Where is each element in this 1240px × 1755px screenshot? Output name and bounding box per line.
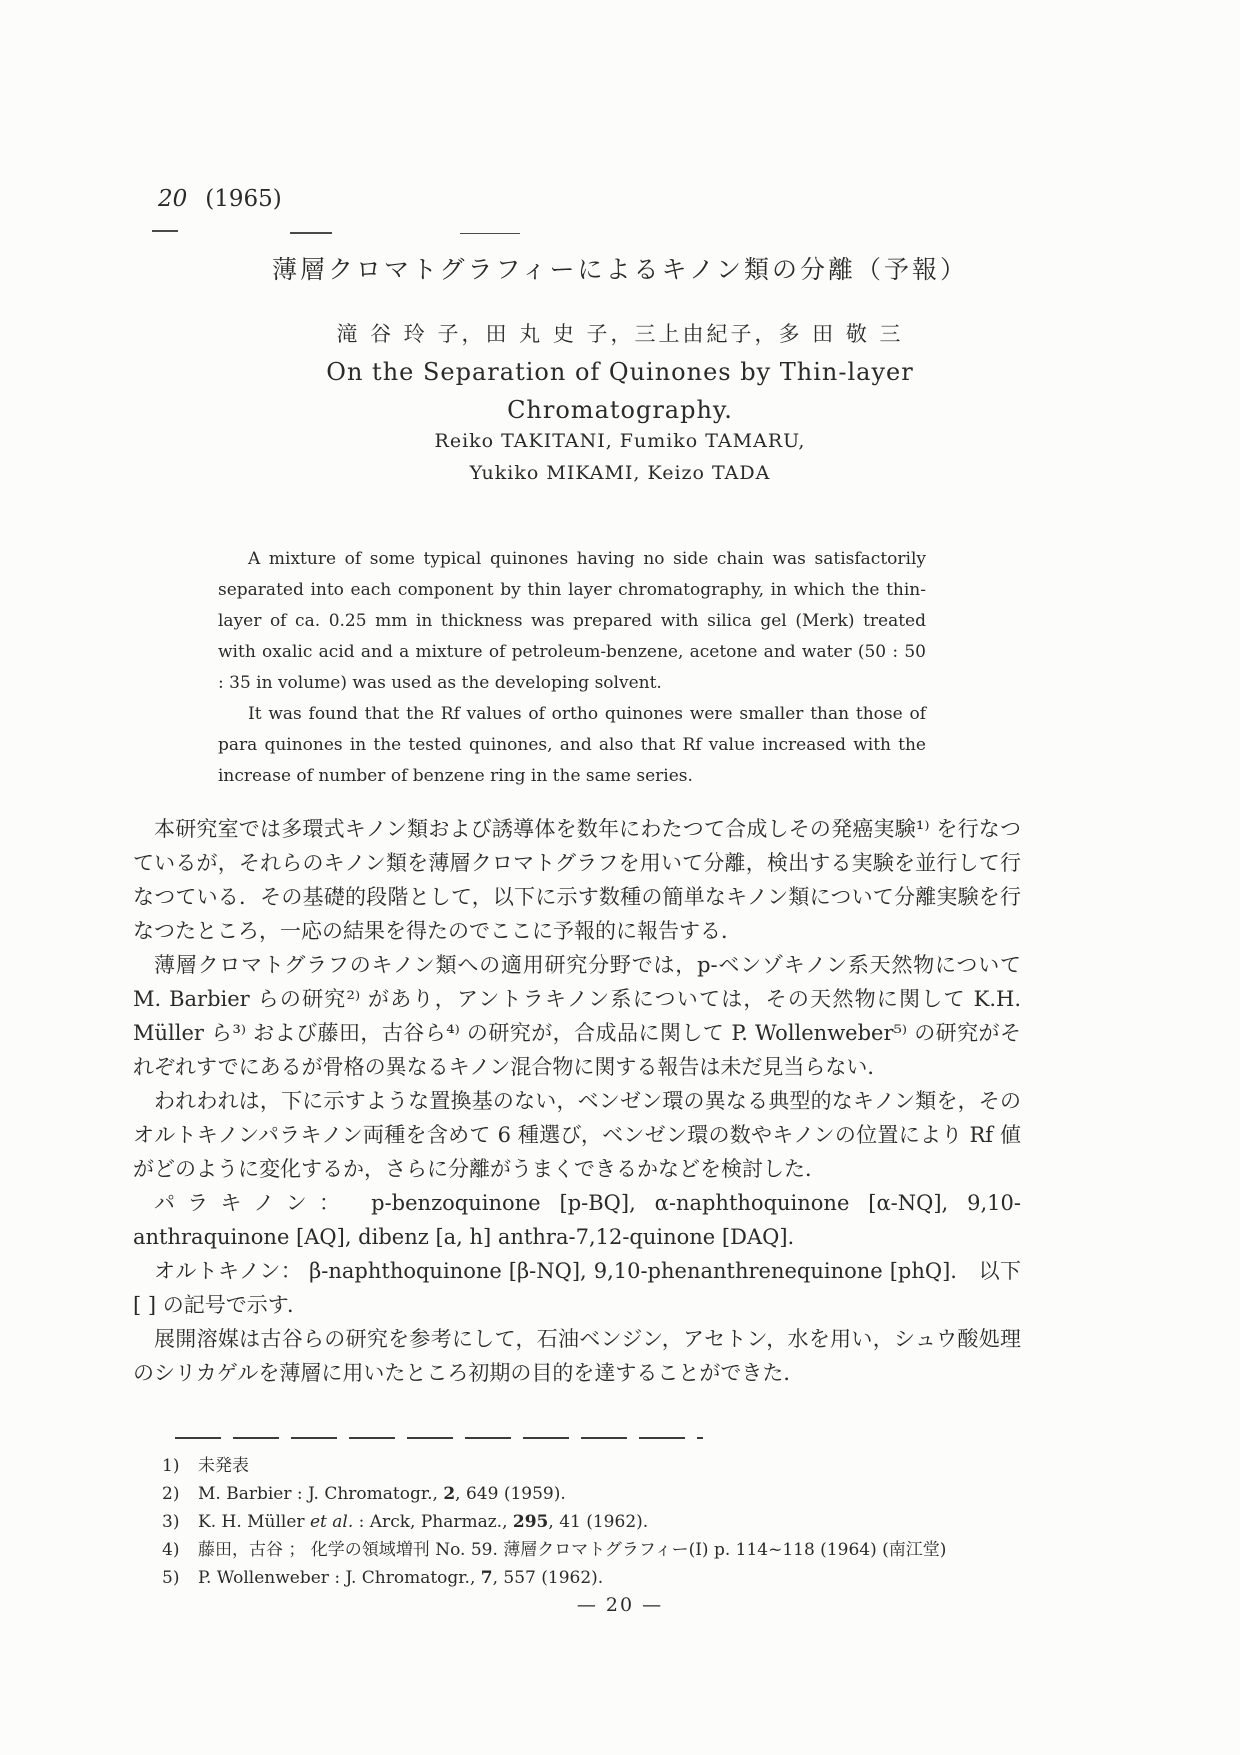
- body-paragraph-1: 本研究室では多環式キノン類および誘導体を数年にわたつて合成しその発癌実験¹⁾ を行なつているが，それらのキノン類を薄層クロマトグラフを用いて分離，検出する実験を並行して行なつている．その基礎的段階として，以下に示す数種の簡単なキノン類について分離実験を行なつたところ，一応の結果を得たのでここに予報的に報告する．: [133, 817, 1021, 943]
- scan-artifact-dash: [290, 232, 332, 234]
- article-title-english-line2: Chromatography.: [507, 396, 733, 424]
- footnote-number: 3): [162, 1512, 180, 1532]
- footnotes: [162, 1452, 1042, 1592]
- article-body: [133, 812, 1021, 1390]
- abstract-paragraph-2: It was found that the Rf values of ortho quinones were smaller than those of para quinones in the tested quinones, and also that Rf value increased with the increase of number of benzene ring in the same series.: [218, 704, 926, 786]
- abstract-paragraph-1: A mixture of some typical quinones having no side chain was satisfactorily separated into each component by thin layer chromatography, in which the thin-layer of ca. 0.25 mm in thickness was prepared with silica gel (Merk) treated with oxalic acid and a mixture of petroleum-benzene, acetone and water (50 : 50 : 35 in volume) was used as the developing solvent.: [218, 549, 926, 693]
- footnote-number: 2): [162, 1484, 180, 1504]
- running-head: [158, 186, 282, 212]
- footnote-text: 藤田，古谷 ； 化学の領域増刊 No. 59. 薄層クロマトグラフィー(I) p. 114~118 (1964) (南江堂): [198, 1540, 947, 1560]
- footnote-text: 未発表: [198, 1456, 249, 1476]
- body-paragraph-2: 薄層クロマトグラフのキノン類への適用研究分野では，p-ベンゾキノン系天然物について M. Barbier らの研究²⁾ があり，アントラキノン系については，その天然物に関して K.H. Müller ら³⁾ および藤田，古谷ら⁴⁾ の研究が，合成品に関して P. Wollenweber⁵⁾ の研究がそれぞれすでにあるが骨格の異なるキノン混合物に関する報告は未だ見当らない．: [133, 953, 1021, 1079]
- authors-english-line1: Reiko TAKITANI, Fumiko TAMARU,: [434, 430, 806, 452]
- footnote-number: 4): [162, 1540, 180, 1560]
- footnote-item-5: [162, 1564, 1042, 1592]
- footnote-item-2: [162, 1480, 1042, 1508]
- article-title-japanese: 薄層クロマトグラフィーによるキノン類の分離（予報）: [271, 255, 968, 284]
- footnote-item-4: [162, 1536, 1042, 1564]
- year-label: (1965): [205, 186, 282, 212]
- body-paragraph-5: オルトキノン： β-naphthoquinone [β-NQ], 9,10-phenanthrenequinone [phQ]. 以下 [ ] の記号で示す．: [133, 1259, 1021, 1317]
- page-number: — 20 —: [576, 1594, 664, 1616]
- body-paragraph-6: 展開溶媒は古谷らの研究を参考にして，石油ベンジン，アセトン，水を用い，シュウ酸処理のシリカゲルを薄層に用いたところ初期の目的を達することができた．: [133, 1327, 1021, 1385]
- footnote-text: M. Barbier : J. Chromatogr., 2, 649 (1959).: [198, 1484, 566, 1504]
- footnote-text: P. Wollenweber : J. Chromatogr., 7, 557 (1962).: [198, 1568, 604, 1588]
- volume-number: 20: [158, 186, 188, 212]
- scan-artifact-dash: [460, 233, 520, 234]
- abstract: [218, 544, 926, 792]
- authors-japanese: 滝 谷 玲 子，田 丸 史 子，三上由紀子，多 田 敬 三: [336, 322, 904, 346]
- footnote-item-3: [162, 1508, 1042, 1536]
- scan-artifact-dash: [152, 230, 178, 232]
- body-paragraph-3: われわれは，下に示すような置換基のない，ベンゼン環の異なる典型的なキノン類を，そのオルトキノンパラキノン両種を含めて 6 種選び，ベンゼン環の数やキノンの位置により Rf 値がどのように変化するか，さらに分離がうまくできるかなどを検討した．: [133, 1089, 1021, 1181]
- footnote-number: 1): [162, 1456, 180, 1476]
- authors-english-line2: Yukiko MIKAMI, Keizo TADA: [469, 462, 771, 484]
- body-paragraph-4: パラキノン： p-benzoquinone [p-BQ], α-naphthoquinone [α-NQ], 9,10-anthraquinone [AQ], dibenz [a, h] anthra-7,12-quinone [DAQ].: [133, 1191, 1021, 1249]
- footnote-item-1: [162, 1452, 1042, 1480]
- footnote-divider: [175, 1437, 703, 1439]
- footnote-number: 5): [162, 1568, 180, 1588]
- article-title-english-line1: On the Separation of Quinones by Thin-layer: [326, 358, 914, 386]
- footnote-text: K. H. Müller et al. : Arck, Pharmaz., 295, 41 (1962).: [198, 1512, 649, 1532]
